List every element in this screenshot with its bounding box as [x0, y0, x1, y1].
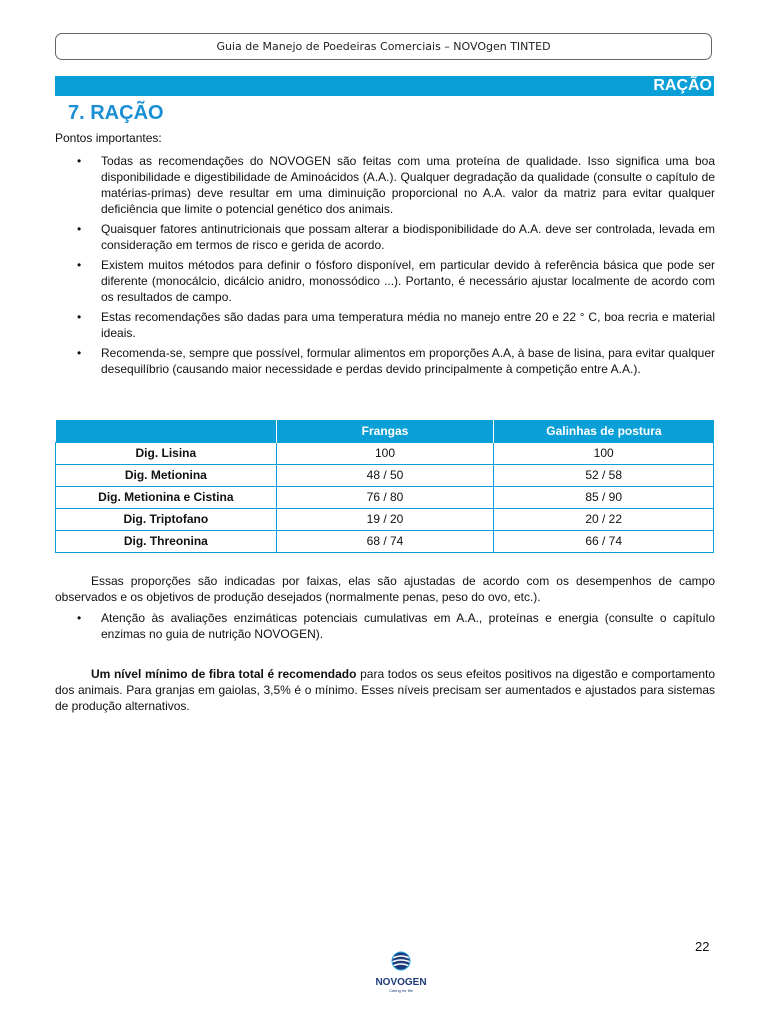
bullet-list [55, 153, 715, 381]
table-row [56, 442, 714, 464]
table-cell: 100 [494, 442, 714, 464]
paragraph-fiber [55, 666, 715, 714]
table-header-cell [56, 420, 277, 442]
page-header [55, 33, 712, 60]
table-row [56, 530, 714, 552]
amino-acid-table [55, 420, 714, 553]
novogen-logo [366, 950, 436, 1010]
fiber-emphasis: Um nível mínimo de fibra total é recomendado [91, 667, 357, 681]
page-number: 22 [695, 939, 710, 954]
table-row-label: Dig. Threonina [56, 530, 277, 552]
page-title: 7. RAÇÃO [68, 102, 164, 124]
table-cell: 20 / 22 [494, 508, 714, 530]
table-header-cell: Frangas [276, 420, 494, 442]
bullet-item: • Atenção às avaliações enzimáticas potenciais cumulativas em A.A., proteínas e energia (consulte o capítulo enzimas no guia de nutrição NOVOGEN). [55, 610, 715, 642]
table-cell: 19 / 20 [276, 508, 494, 530]
table-cell: 48 / 50 [276, 464, 494, 486]
paragraph-ranges: Essas proporções são indicadas por faixas, elas são ajustadas de acordo com os desempenhos de campo observados e os objetivos de produção desejados (normalmente penas, peso do ovo, etc.). [55, 574, 715, 604]
bullet-item: • Estas recomendações são dadas para uma temperatura média no manejo entre 20 e 22 ° C, boa recria e material ideais. [55, 309, 715, 341]
table-cell: 68 / 74 [276, 530, 494, 552]
bullet-item: • Todas as recomendações do NOVOGEN são feitas com uma proteína de qualidade. Isso significa uma boa disponibilidade e digestibilidade de Aminoácidos (A.A.). Qualquer degradação da qualidade (consulte o capítulo de matérias-primas) deve resultar em uma diminuição proporcional no A.A. valor da matriz para evitar qualquer deficiência que limite o potencial genético dos animais. [55, 153, 715, 217]
table-header-cell: Galinhas de postura [494, 420, 714, 442]
section-bar-label: RAÇÃO [653, 77, 712, 94]
table-cell: 100 [276, 442, 494, 464]
table-row-label: Dig. Metionina e Cistina [56, 486, 277, 508]
table-cell: 85 / 90 [494, 486, 714, 508]
table-cell: 76 / 80 [276, 486, 494, 508]
table-cell: 52 / 58 [494, 464, 714, 486]
bullet-item: • Existem muitos métodos para definir o fósforo disponível, em particular devido à referência básica que pode ser diferente (monocálcio, dicálcio anidro, monossódico ...). Portanto, é necessário ajustar localmente de acordo com os resultados de campo. [55, 257, 715, 305]
bullet-item: • Quaisquer fatores antinutricionais que possam alterar a biodisponibilidade do A.A. deve ser controlada, levada em consideração em termos de risco e gerida de acordo. [55, 221, 715, 253]
table-cell: 66 / 74 [494, 530, 714, 552]
table-row [56, 508, 714, 530]
logo-tagline: Caring for life [389, 988, 413, 993]
table-row-label: Dig. Lisina [56, 442, 277, 464]
intro-text: Pontos importantes: [55, 131, 162, 145]
table-row-label: Dig. Triptofano [56, 508, 277, 530]
logo-name: NOVOGEN [375, 977, 427, 988]
fiber-text: para todos os seus efeitos positivos na digestão e comportamento dos animais. Para granjas em gaiolas, 3,5% é o mínimo. Esses níveis precisam ser aumentados e ajustados para sistemas de produção alternativos. [55, 667, 716, 713]
table-row [56, 486, 714, 508]
bullet-item: • Recomenda-se, sempre que possível, formular alimentos em proporções A.A, à base de lisina, para evitar qualquer desequilíbrio (causando maior necessidade e perdas devido principalmente à competição entre A.A.). [55, 345, 715, 377]
table-row-label: Dig. Metionina [56, 464, 277, 486]
section-bar [55, 76, 714, 96]
table-row [56, 464, 714, 486]
globe-icon [391, 950, 411, 972]
table-header-row [56, 420, 714, 442]
header-title: Guia de Manejo de Poedeiras Comerciais – NOVOgen TINTED [216, 40, 551, 53]
bullet-list-enzymes [55, 610, 715, 646]
